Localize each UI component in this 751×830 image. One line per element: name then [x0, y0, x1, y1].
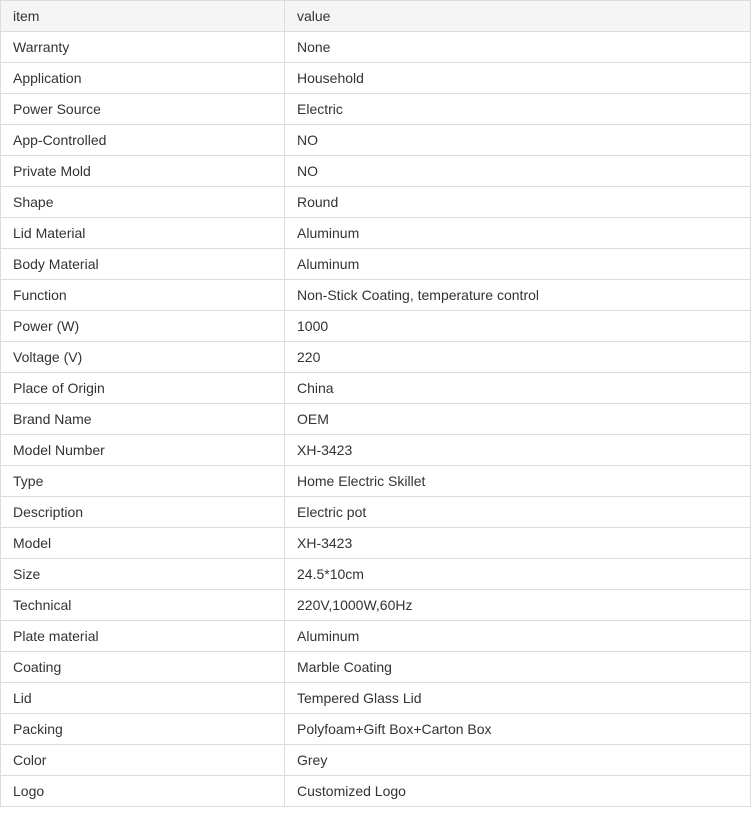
row-value: Household: [285, 63, 751, 94]
row-value: Aluminum: [285, 249, 751, 280]
row-value: 1000: [285, 311, 751, 342]
row-value: Grey: [285, 745, 751, 776]
row-item: Size: [1, 559, 285, 590]
row-item: Power Source: [1, 94, 285, 125]
row-value: Customized Logo: [285, 776, 751, 807]
row-item: Voltage (V): [1, 342, 285, 373]
row-value: NO: [285, 156, 751, 187]
row-value: Aluminum: [285, 621, 751, 652]
row-value: Electric: [285, 94, 751, 125]
table-row: [1, 590, 751, 621]
row-value: Marble Coating: [285, 652, 751, 683]
table-row: [1, 249, 751, 280]
table-row: [1, 32, 751, 63]
row-value: Home Electric Skillet: [285, 466, 751, 497]
table-row: [1, 156, 751, 187]
table-header-row: [1, 1, 751, 32]
table-row: [1, 497, 751, 528]
row-item: Color: [1, 745, 285, 776]
row-item: Lid Material: [1, 218, 285, 249]
row-item: Model Number: [1, 435, 285, 466]
row-value: XH-3423: [285, 435, 751, 466]
table-row: [1, 187, 751, 218]
table-row: [1, 404, 751, 435]
row-item: Technical: [1, 590, 285, 621]
row-item: Place of Origin: [1, 373, 285, 404]
row-value: 220: [285, 342, 751, 373]
table-row: [1, 652, 751, 683]
row-item: Description: [1, 497, 285, 528]
table-row: [1, 621, 751, 652]
table-row: [1, 63, 751, 94]
row-value: Electric pot: [285, 497, 751, 528]
row-value: Round: [285, 187, 751, 218]
row-value: XH-3423: [285, 528, 751, 559]
row-value: Tempered Glass Lid: [285, 683, 751, 714]
header-value: value: [285, 1, 751, 32]
table-row: [1, 466, 751, 497]
row-value: 220V,1000W,60Hz: [285, 590, 751, 621]
table-row: [1, 435, 751, 466]
row-item: Application: [1, 63, 285, 94]
table-row: [1, 745, 751, 776]
row-value: NO: [285, 125, 751, 156]
row-value: Aluminum: [285, 218, 751, 249]
row-value: China: [285, 373, 751, 404]
row-item: Lid: [1, 683, 285, 714]
table-row: [1, 311, 751, 342]
table-row: [1, 714, 751, 745]
row-item: Body Material: [1, 249, 285, 280]
table-row: [1, 125, 751, 156]
row-value: OEM: [285, 404, 751, 435]
table-row: [1, 94, 751, 125]
row-item: Type: [1, 466, 285, 497]
row-value: Polyfoam+Gift Box+Carton Box: [285, 714, 751, 745]
row-item: Packing: [1, 714, 285, 745]
table-row: [1, 683, 751, 714]
spec-table-body: [1, 1, 751, 807]
row-item: Warranty: [1, 32, 285, 63]
header-item: item: [1, 1, 285, 32]
row-item: Coating: [1, 652, 285, 683]
row-item: Model: [1, 528, 285, 559]
row-item: Plate material: [1, 621, 285, 652]
row-value: 24.5*10cm: [285, 559, 751, 590]
table-row: [1, 373, 751, 404]
row-item: Brand Name: [1, 404, 285, 435]
table-row: [1, 342, 751, 373]
table-row: [1, 528, 751, 559]
row-item: Private Mold: [1, 156, 285, 187]
table-row: [1, 776, 751, 807]
row-item: Function: [1, 280, 285, 311]
row-item: Shape: [1, 187, 285, 218]
row-item: Power (W): [1, 311, 285, 342]
row-value: Non-Stick Coating, temperature control: [285, 280, 751, 311]
table-row: [1, 218, 751, 249]
row-item: Logo: [1, 776, 285, 807]
table-row: [1, 280, 751, 311]
row-item: App-Controlled: [1, 125, 285, 156]
table-row: [1, 559, 751, 590]
row-value: None: [285, 32, 751, 63]
